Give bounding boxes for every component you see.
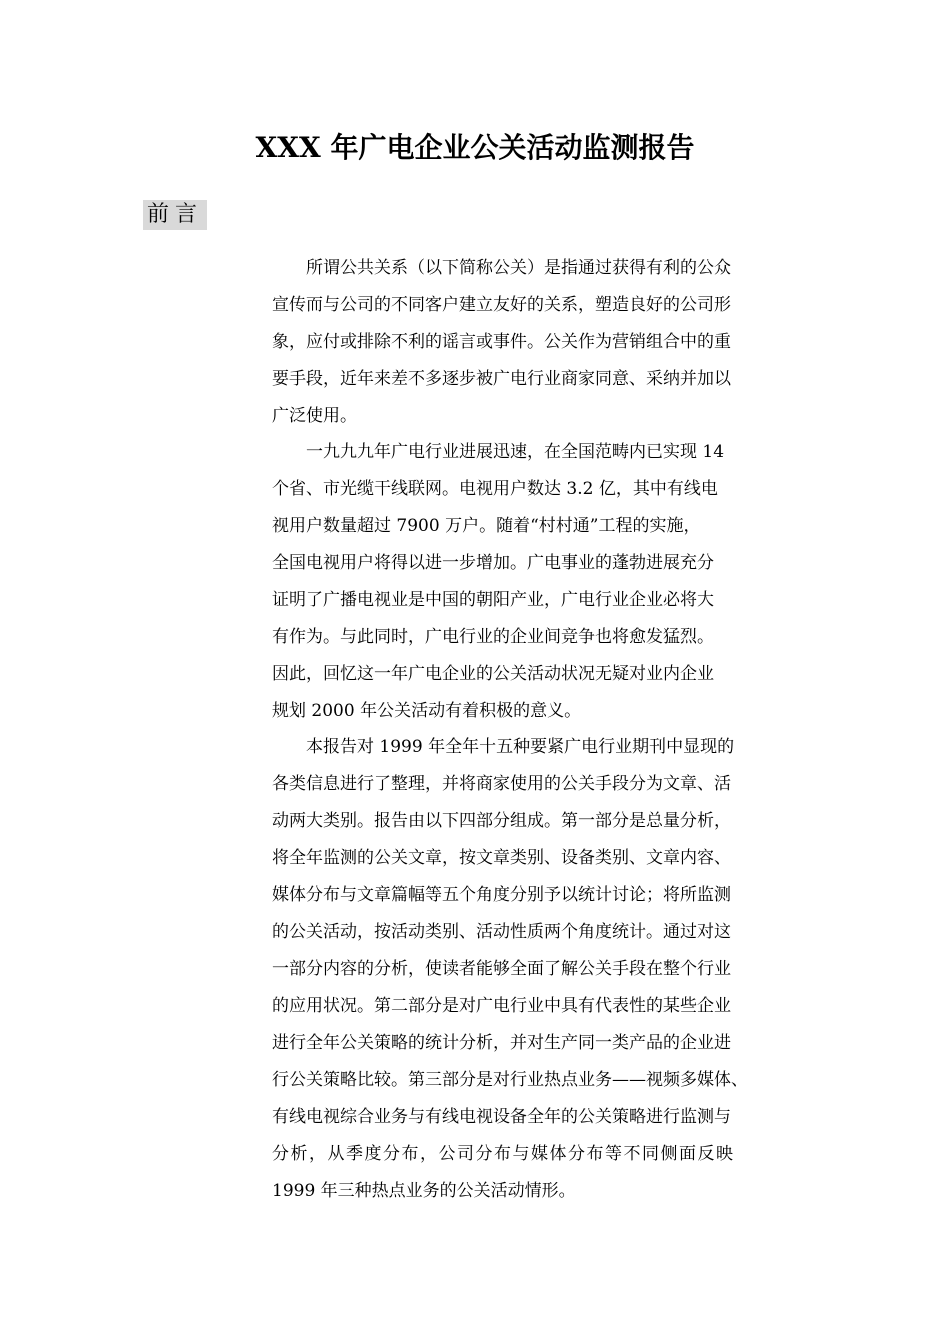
paragraph-3 [272, 729, 812, 1210]
paragraph-line: 的应用状况。第二部分是对广电行业中具有代表性的某些企业 [272, 996, 731, 1016]
paragraph-line: 象，应付或排除不利的谣言或事件。公关作为营销组合中的重 [272, 332, 731, 352]
paragraph-line: 要手段，近年来差不多逐步被广电行业商家同意、采纳并加以 [272, 369, 731, 389]
document-title: XXX 年广电企业公关活动监测报告 [255, 131, 695, 164]
paragraph-line: 个省、市光缆干线联网。电视用户数达 3.2 亿，其中有线电 [272, 479, 718, 499]
paragraph-line: 全国电视用户将得以进一步增加。广电事业的蓬勃进展充分 [272, 553, 714, 573]
paragraph-line: 的公关活动，按活动类别、活动性质两个角度统计。通过对这 [272, 922, 731, 942]
paragraph-line: 一部分内容的分析，使读者能够全面了解公关手段在整个行业 [272, 959, 731, 979]
paragraph-line: 所谓公共关系（以下简称公关）是指通过获得有利的公众 [306, 258, 731, 278]
paragraph-line: 1999 年三种热点业务的公关活动情形。 [272, 1181, 576, 1201]
paragraph-line: 将全年监测的公关文章，按文章类别、设备类别、文章内容、 [272, 848, 731, 868]
paragraph-1 [272, 250, 812, 435]
paragraph-line: 有作为。与此同时，广电行业的企业间竞争也将愈发猛烈。 [272, 627, 714, 647]
paragraph-line: 规划 2000 年公关活动有着积极的意义。 [272, 701, 582, 721]
paragraph-line: 视用户数量超过 7900 万户。随着“村村通”工程的实施， [272, 516, 701, 536]
paragraph-2 [272, 434, 812, 730]
paragraph-line: 因此，回忆这一年广电企业的公关活动状况无疑对业内企业 [272, 664, 714, 684]
paragraph-line: 本报告对 1999 年全年十五种要紧广电行业期刊中显现的 [306, 737, 735, 757]
paragraph-line: 分析，从季度分布，公司分布与媒体分布等不同侧面反映 [272, 1144, 735, 1164]
paragraph-line: 各类信息进行了整理，并将商家使用的公关手段分为文章、活 [272, 774, 731, 794]
paragraph-line: 媒体分布与文章篇幅等五个角度分别予以统计讨论；将所监测 [272, 885, 731, 905]
paragraph-line: 证明了广播电视业是中国的朝阳产业，广电行业企业必将大 [272, 590, 714, 610]
paragraph-line: 宣传而与公司的不同客户建立友好的关系，塑造良好的公司形 [272, 295, 731, 315]
paragraph-line: 广泛使用。 [272, 406, 357, 426]
section-heading-preface: 前言 [143, 200, 207, 230]
paragraph-line: 行公关策略比较。第三部分是对行业热点业务——视频多媒体、 [272, 1070, 748, 1090]
paragraph-line: 动两大类别。报告由以下四部分组成。第一部分是总量分析， [272, 811, 731, 831]
paragraph-line: 有线电视综合业务与有线电视设备全年的公关策略进行监测与 [272, 1107, 731, 1127]
paragraph-line: 进行全年公关策略的统计分析，并对生产同一类产品的企业进 [272, 1033, 731, 1053]
paragraph-line: 一九九九年广电行业进展迅速，在全国范畴内已实现 14 [306, 442, 725, 462]
